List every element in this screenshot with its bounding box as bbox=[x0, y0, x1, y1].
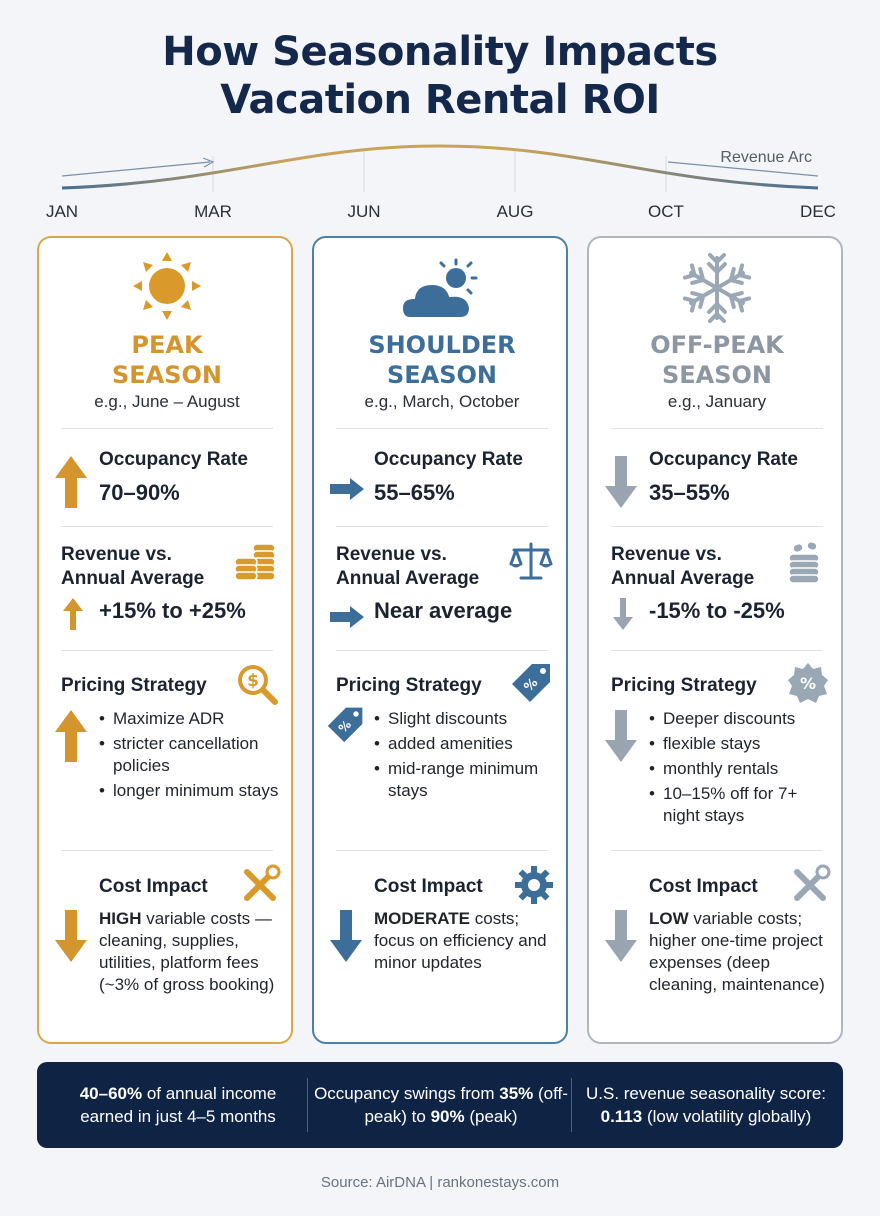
pricing-bullets bbox=[372, 708, 562, 805]
arrow-right-icon bbox=[328, 604, 366, 630]
list-item: • stricter cancellation policies bbox=[97, 733, 287, 777]
stats-bar bbox=[37, 1062, 843, 1148]
arc-arrow-left bbox=[62, 162, 210, 176]
cost-description: LOW variable costs; higher one-time project expenses (deep cleaning, maintenance) bbox=[649, 909, 825, 994]
occupancy-label: Occupancy Rate bbox=[374, 449, 523, 470]
arrow-down-icon bbox=[603, 708, 639, 764]
list-item: • Slight discounts bbox=[372, 708, 562, 730]
tools-icon bbox=[239, 864, 281, 906]
divider bbox=[61, 650, 273, 651]
scale-icon bbox=[508, 540, 554, 582]
stat-occupancy-swing: Occupancy swings from 35% (off-peak) to 90% (peak) bbox=[314, 1084, 568, 1126]
divider bbox=[611, 526, 823, 527]
list-item: • Deeper discounts bbox=[647, 708, 837, 730]
cost-description: MODERATE costs; focus on efficiency and minor updates bbox=[374, 909, 547, 972]
occupancy-value: 70–90% bbox=[99, 480, 180, 505]
arrow-up-icon bbox=[53, 454, 89, 510]
list-item: • mid-range minimum stays bbox=[372, 758, 562, 802]
pricing-label: Pricing Strategy bbox=[611, 675, 757, 696]
snowflake-icon bbox=[589, 252, 843, 332]
list-item: • Maximize ADR bbox=[97, 708, 287, 730]
arc-label: Revenue Arc bbox=[720, 149, 812, 166]
divider bbox=[611, 428, 823, 429]
arrow-up-icon bbox=[53, 708, 89, 764]
cost-label: Cost Impact bbox=[374, 876, 483, 897]
pricing-bullets bbox=[97, 708, 287, 805]
season-name: PEAK SEASON bbox=[111, 331, 223, 389]
pricing-bullets bbox=[647, 708, 837, 830]
coins-icon bbox=[783, 540, 829, 584]
occupancy-label: Occupancy Rate bbox=[649, 449, 798, 470]
title-line-1: How Seasonality Impacts bbox=[162, 29, 718, 75]
season-example: e.g., June – August bbox=[94, 392, 240, 411]
revenue-label: Revenue vs. Annual Average bbox=[336, 544, 480, 589]
divider bbox=[336, 526, 548, 527]
list-item: • 10–15% off for 7+ night stays bbox=[647, 783, 837, 827]
revenue-arc bbox=[0, 140, 880, 230]
season-name: OFF-PEAK SEASON bbox=[650, 331, 784, 389]
tools-icon bbox=[789, 864, 831, 906]
svg-text:%: % bbox=[799, 674, 817, 693]
divider bbox=[336, 850, 548, 851]
divider bbox=[336, 428, 548, 429]
price-tag-icon bbox=[326, 704, 366, 744]
stat-income-share: 40–60% of annual income earned in just 4–5 months bbox=[79, 1084, 277, 1126]
season-example: e.g., March, October bbox=[364, 392, 520, 411]
revenue-value: -15% to -25% bbox=[649, 598, 785, 623]
pricing-label: Pricing Strategy bbox=[61, 675, 207, 696]
sun-icon bbox=[39, 252, 293, 332]
divider bbox=[61, 428, 273, 429]
svg-text:$: $ bbox=[247, 671, 259, 691]
coins-icon bbox=[233, 538, 279, 584]
stat-seasonality-score: U.S. revenue seasonality score: 0.113 (low volatility globally) bbox=[585, 1084, 826, 1126]
season-example: e.g., January bbox=[667, 392, 767, 411]
list-item: • monthly rentals bbox=[647, 758, 837, 780]
revenue-label: Revenue vs. Annual Average bbox=[61, 544, 205, 589]
stat-divider bbox=[571, 1078, 572, 1132]
month-label: MAR bbox=[194, 202, 232, 221]
list-item: • added amenities bbox=[372, 733, 562, 755]
cost-label: Cost Impact bbox=[649, 876, 758, 897]
title-line-2: Vacation Rental ROI bbox=[220, 77, 660, 123]
svg-text:%: % bbox=[521, 675, 542, 696]
revenue-label: Revenue vs. Annual Average bbox=[611, 544, 755, 589]
shoulder-season-card bbox=[312, 236, 568, 1044]
arrow-down-icon bbox=[603, 454, 639, 510]
arrow-right-icon bbox=[328, 476, 366, 502]
divider bbox=[611, 650, 823, 651]
svg-text:%: % bbox=[335, 717, 354, 736]
month-label: OCT bbox=[648, 202, 684, 221]
list-item: • longer minimum stays bbox=[97, 780, 287, 802]
occupancy-value: 35–55% bbox=[649, 480, 730, 505]
arc-curve bbox=[62, 146, 818, 188]
month-label: JUN bbox=[347, 202, 381, 221]
peak-season-card bbox=[37, 236, 293, 1044]
divider bbox=[61, 526, 273, 527]
month-label: DEC bbox=[800, 202, 836, 221]
arrow-down-icon bbox=[53, 908, 89, 964]
page-title bbox=[0, 28, 880, 124]
cloud-sun-icon bbox=[314, 252, 568, 332]
revenue-value: +15% to +25% bbox=[99, 598, 246, 623]
cost-label: Cost Impact bbox=[99, 876, 208, 897]
arrow-down-icon bbox=[328, 908, 364, 964]
dollar-search-icon bbox=[235, 662, 279, 706]
occupancy-label: Occupancy Rate bbox=[99, 449, 248, 470]
cost-description: HIGH variable costs — cleaning, supplies, utilities, platform fees (~3% of gross booking) bbox=[99, 909, 275, 994]
divider bbox=[61, 850, 273, 851]
divider bbox=[611, 850, 823, 851]
price-tag-icon bbox=[510, 660, 554, 704]
season-name: SHOULDER SEASON bbox=[368, 331, 516, 389]
arrow-down-icon bbox=[603, 908, 639, 964]
stat-divider bbox=[307, 1078, 308, 1132]
source-credit: Source: AirDNA | rankonestays.com bbox=[320, 1174, 560, 1191]
list-item: • flexible stays bbox=[647, 733, 837, 755]
revenue-value: Near average bbox=[374, 598, 513, 623]
gear-icon bbox=[514, 865, 554, 905]
occupancy-value: 55–65% bbox=[374, 480, 455, 505]
arrow-up-icon bbox=[61, 596, 85, 632]
divider bbox=[336, 650, 548, 651]
pricing-label: Pricing Strategy bbox=[336, 675, 482, 696]
percent-badge-icon bbox=[787, 662, 829, 704]
offpeak-season-card bbox=[587, 236, 843, 1044]
month-label: JAN bbox=[45, 202, 79, 221]
arrow-down-icon bbox=[611, 596, 635, 632]
month-label: AUG bbox=[496, 202, 534, 221]
